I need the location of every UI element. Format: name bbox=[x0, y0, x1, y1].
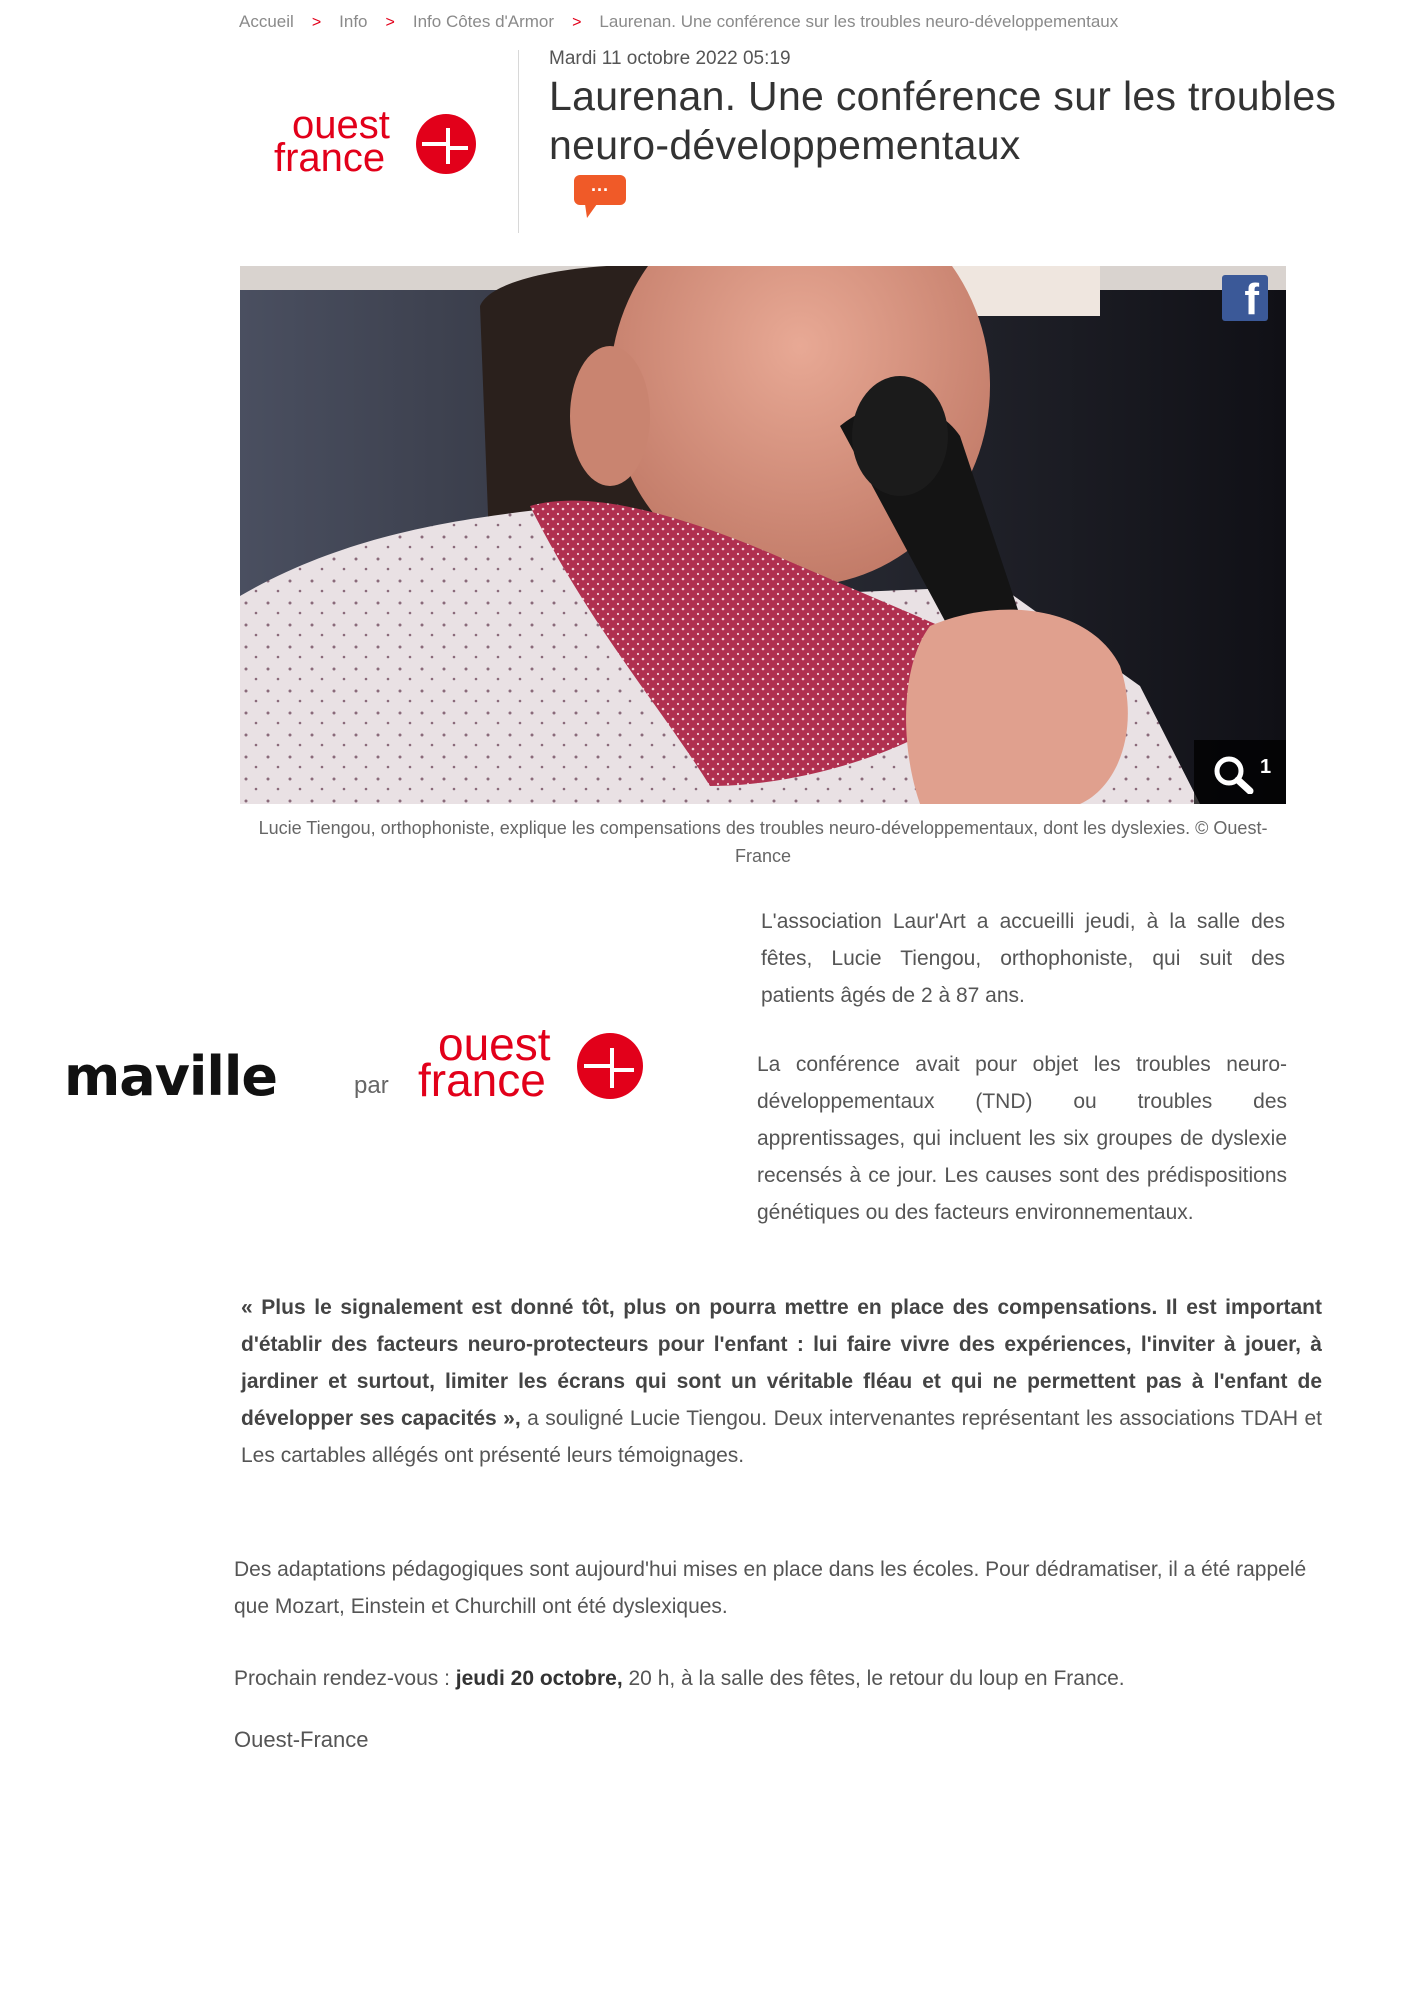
photo-zoom-button[interactable] bbox=[1194, 740, 1286, 804]
search-icon bbox=[1212, 754, 1256, 794]
breadcrumb-region[interactable]: Info Côtes d'Armor bbox=[412, 12, 555, 31]
logo-word-france: france bbox=[274, 136, 386, 180]
photo-illustration bbox=[240, 266, 1286, 804]
facebook-icon: f bbox=[1244, 275, 1259, 324]
article-date: Mardi 11 octobre 2022 05:19 bbox=[549, 48, 791, 69]
comment-bubble-icon[interactable] bbox=[573, 174, 627, 222]
ouest-france-logo[interactable] bbox=[272, 104, 482, 180]
photo-count: 1 bbox=[1260, 756, 1272, 778]
article-signature: Ouest-France bbox=[234, 1727, 369, 1752]
next-event-prefix: Prochain rendez-vous : bbox=[234, 1667, 456, 1690]
comment-bubble-dots: ··· bbox=[591, 180, 609, 200]
next-event-date: jeudi 20 octobre, bbox=[455, 1667, 623, 1690]
breadcrumb bbox=[239, 12, 1118, 32]
ouest-france-emblem-icon bbox=[416, 114, 476, 174]
maville-par-label: par bbox=[354, 1072, 389, 1099]
facebook-share-button[interactable] bbox=[1222, 275, 1268, 324]
ouest-france-logo-secondary[interactable] bbox=[416, 1022, 646, 1106]
article-paragraph-4: Des adaptations pédagogiques sont aujourd'hui mises en place dans les écoles. Pour dédramatiser, il a été rappelé que Mozart, Einstein et Churchill ont été dyslexiques. bbox=[234, 1558, 1307, 1618]
logo-word-ouest: ouest bbox=[292, 104, 390, 147]
maville-logo[interactable]: maville bbox=[64, 1045, 278, 1108]
header-divider bbox=[518, 50, 519, 233]
article-paragraph-1: L'association Laur'Art a accueilli jeudi, à la salle des fêtes, Lucie Tiengou, orthophoniste, qui suit des patients âgés de 2 à 87 ans. bbox=[761, 910, 1285, 1007]
breadcrumb-home[interactable]: Accueil bbox=[239, 12, 294, 31]
logo-word-france: france bbox=[418, 1054, 546, 1106]
breadcrumb-separator: > bbox=[385, 14, 395, 31]
breadcrumb-separator: > bbox=[311, 14, 322, 31]
article-photo[interactable] bbox=[240, 266, 1286, 804]
breadcrumb-current: Laurenan. Une conférence sur les troubles neuro-développementaux bbox=[599, 12, 1119, 31]
article-title: Laurenan. Une conférence sur les troubles neuro-développementaux bbox=[549, 73, 1337, 168]
ouest-france-emblem-icon bbox=[577, 1033, 643, 1099]
breadcrumb-separator: > bbox=[572, 14, 582, 31]
article-quote: « Plus le signalement est donné tôt, plus on pourra mettre en place des compensations. Il est important d'établir des facteurs neuro-protecteurs pour l'enfant : lui faire vivre des expériences, l'inviter à jouer, à jardiner et surtout, limiter les écrans qui sont un véritable fléau et qui ne permettent pas à l'enfant de développer ses capacités », bbox=[241, 1296, 1322, 1430]
article-paragraph-3 bbox=[241, 1289, 1322, 1474]
breadcrumb-info[interactable]: Info bbox=[339, 12, 368, 31]
photo-caption: Lucie Tiengou, orthophoniste, explique les compensations des troubles neuro-développementaux, dont les dyslexies. © Ouest-France bbox=[258, 818, 1268, 866]
next-event-details: 20 h, à la salle des fêtes, le retour du loup en France. bbox=[622, 1667, 1125, 1690]
article-paragraph-2: La conférence avait pour objet les troubles neuro-développementaux (TND) ou troubles des apprentissages, qui incluent les six groupes de dyslexie recensés à ce jour. Les causes sont des prédispositions génétiques ou des facteurs environnementaux. bbox=[757, 1053, 1287, 1224]
logo-word-ouest: ouest bbox=[438, 1022, 551, 1070]
article-quote-attribution: a souligné Lucie Tiengou. Deux intervenantes représentant les associations TDAH et Les cartables allégés ont présenté leurs témoignages. bbox=[241, 1407, 1322, 1467]
article-paragraph-5 bbox=[234, 1660, 1324, 1697]
